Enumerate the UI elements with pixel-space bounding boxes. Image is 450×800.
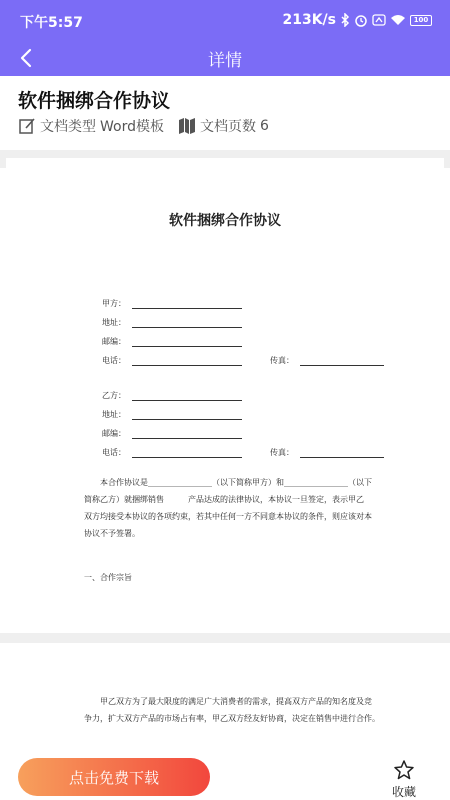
page-title: 详情 (208, 51, 242, 71)
party-b-address-field: 地址： (102, 409, 242, 420)
document-title: 软件捆绑合作协议 (18, 90, 171, 112)
status-time: 下午5:57 (20, 15, 83, 31)
party-a-fax-field: 传真： (270, 355, 384, 366)
map-icon (178, 117, 196, 135)
battery-icon: 100 (410, 15, 432, 26)
party-a-phone-field: 电话： (102, 355, 242, 366)
contract-title: 软件捆绑合作协议 (169, 213, 281, 229)
document-type (18, 116, 164, 136)
document-pages (178, 116, 269, 136)
star-icon (393, 759, 415, 781)
sim-icon (372, 14, 386, 26)
party-b-postcode-field: 邮编： (102, 428, 242, 439)
nav-bar (0, 40, 450, 76)
document-preview[interactable] (0, 150, 450, 755)
favorite-button[interactable] (386, 759, 422, 800)
preview-page-2 (0, 643, 450, 755)
party-b-field: 乙方： (102, 390, 242, 401)
document-pages-value: 6 (259, 118, 269, 134)
status-icons (282, 12, 432, 28)
party-a-field: 甲方： (102, 298, 242, 309)
party-a-address-field: 地址： (102, 317, 242, 328)
document-info (0, 76, 450, 150)
free-download-button[interactable]: 点击免费下载 (18, 758, 210, 796)
alarm-icon (354, 13, 368, 27)
status-bar (0, 0, 450, 40)
purpose-paragraph: 甲乙双方为了最大限度的满足广大消费者的需求，提高双方产品的知名度及竞 争力，扩大双方产品的市场占有率，甲乙双方经友好协商，决定在销售中进行合作。 (84, 697, 380, 723)
document-pages-label: 文档页数 (199, 119, 256, 135)
agreement-paragraph: 本合作协议是________________（以下简称甲方）和________________（以下 简称乙方）就捆绑销售 产品达成的法律协议，本协议一旦签定，表示甲乙 双方均接受本协议的各项约束，若其中任何一方不同意本协议的条件，则应该对本 协议不予签署。 (84, 478, 372, 538)
party-b-fax-field: 传真： (270, 447, 384, 458)
party-a-postcode-field: 邮编： (102, 336, 242, 347)
network-speed: 213K/s (282, 12, 336, 28)
document-meta (18, 116, 283, 136)
favorite-label: 收藏 (391, 785, 416, 799)
document-type-label: 文档类型 (40, 119, 96, 135)
page-top-strip (6, 158, 444, 168)
bluetooth-icon (340, 13, 350, 27)
document-type-value: Word模板 (100, 119, 164, 135)
section-heading: 一、合作宗旨 (84, 573, 132, 582)
bottom-bar (0, 755, 450, 800)
wifi-icon (390, 14, 406, 26)
party-b-phone-field: 电话： (102, 447, 242, 458)
preview-page-1 (0, 168, 450, 633)
edit-icon (18, 117, 36, 135)
